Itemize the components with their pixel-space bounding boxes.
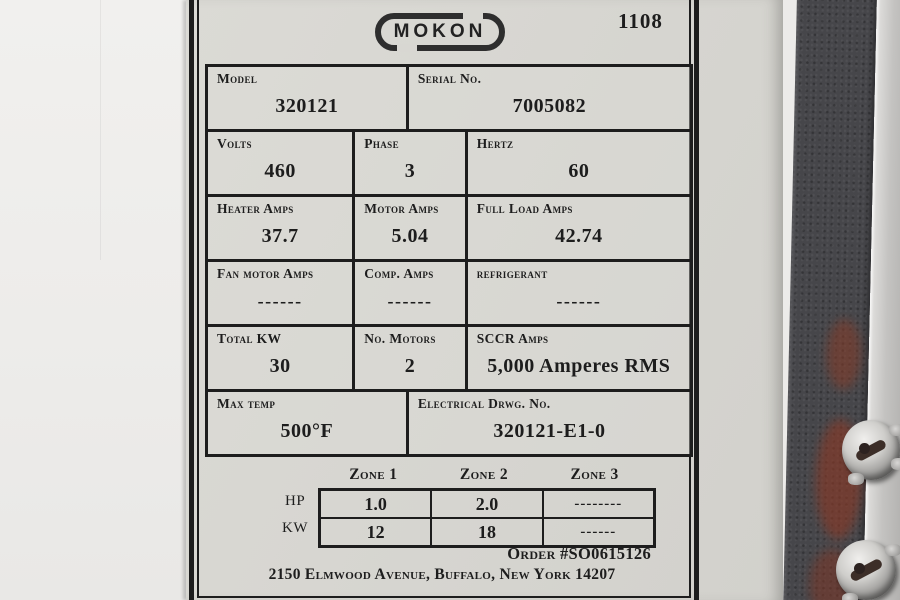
field-value: 320121-E1-0 [493, 419, 606, 442]
spec-cell-full-load-amps [465, 197, 690, 259]
field-value: 37.7 [261, 224, 299, 247]
screw-lug [848, 473, 864, 485]
field-value: 42.74 [555, 224, 603, 247]
logo-outline-gap [397, 44, 417, 52]
field-label: Hertz [476, 136, 514, 151]
brand-name: MOKON [393, 21, 487, 42]
field-value: ------ [387, 290, 433, 311]
field-value: 2 [404, 354, 416, 377]
spec-cell-volts [208, 132, 352, 194]
spec-row [208, 389, 690, 454]
spec-row [208, 194, 690, 259]
logo-outline-gap [463, 12, 483, 20]
cabinet-panel [0, 0, 186, 600]
field-value: 5,000 Amperes RMS [487, 354, 671, 377]
spec-row [208, 324, 690, 389]
field-label: Heater Amps [217, 201, 294, 216]
door-edge-assembly [780, 0, 900, 600]
field-label: SCCR Amps [476, 331, 549, 346]
spec-cell-comp-amps [352, 262, 464, 324]
spec-cell-hertz [465, 132, 690, 194]
field-label: Total KW [217, 331, 282, 346]
mokon-logo [375, 13, 505, 51]
spec-cell-serial-no [406, 67, 690, 129]
spec-cell-refrigerant [465, 262, 690, 324]
spec-cell-max-temp [208, 392, 406, 454]
field-label: Model [217, 71, 258, 86]
field-value: 5.04 [391, 224, 429, 247]
screw-lug [889, 424, 900, 436]
field-value: ------ [257, 290, 303, 311]
field-label: Volts [217, 136, 252, 151]
screw-fastener [836, 540, 896, 600]
zone-table [318, 488, 656, 548]
screw-fastener [842, 420, 900, 480]
panel-seam [100, 0, 101, 260]
field-value: 30 [269, 354, 291, 377]
spec-cell-fan-motor-amps [208, 262, 352, 324]
zone-table-headers [318, 466, 650, 484]
zone-value: 2.0 [430, 491, 541, 517]
field-value: 7005082 [512, 94, 587, 117]
zone-column-header: Zone 1 [349, 466, 398, 483]
field-value: 460 [264, 159, 296, 182]
spec-cell-phase [352, 132, 464, 194]
spec-cell-electrical-drwg-no [406, 392, 690, 454]
spec-cell-no-motors [352, 327, 464, 389]
spec-cell-sccr-amps [465, 327, 690, 389]
spec-row [208, 129, 690, 194]
zone-value: 18 [430, 519, 541, 545]
nameplate-label [186, 0, 783, 600]
zone-row [321, 517, 653, 545]
order-number: Order #SO0615126 [507, 544, 651, 563]
zone-value: ------ [542, 519, 653, 545]
manufacturer-address: 2150 Elmwood Avenue, Buffalo, New York 14207 [268, 566, 616, 583]
spec-cell-total-kw [208, 327, 352, 389]
field-label: Electrical Drwg. No. [417, 396, 551, 411]
spec-cell-model [208, 67, 406, 129]
spec-row [208, 67, 690, 129]
field-label: Phase [364, 136, 399, 151]
zone-row-label: KW [282, 520, 308, 536]
screw-lug [891, 458, 900, 470]
field-value: 320121 [275, 94, 339, 117]
rust-stain [826, 319, 862, 390]
screw-lug [842, 593, 858, 600]
field-label: Fan motor Amps [217, 266, 314, 281]
spec-row [208, 259, 690, 324]
stamp-number: 1108 [618, 9, 663, 33]
zone-value: 12 [366, 521, 385, 542]
screw-lug [885, 544, 900, 556]
zone-row [321, 491, 653, 517]
spec-cell-heater-amps [208, 197, 352, 259]
field-value: ------ [556, 290, 602, 311]
zone-column-header: Zone 2 [459, 466, 509, 483]
field-value: 500°F [280, 419, 334, 442]
spec-cell-motor-amps [352, 197, 464, 259]
field-value: 3 [404, 159, 416, 182]
zone-row-label: HP [285, 493, 306, 509]
foam-gasket-strip [783, 0, 877, 600]
field-label: Max temp [217, 396, 276, 411]
spec-table [205, 64, 693, 457]
field-label: No. Motors [364, 331, 436, 346]
zone-value: -------- [542, 491, 653, 517]
field-label: refrigerant [476, 266, 548, 281]
field-value: 60 [568, 159, 590, 182]
zone-column-header: Zone 3 [570, 466, 619, 483]
field-label: Comp. Amps [364, 266, 434, 281]
field-label: Motor Amps [364, 201, 439, 216]
field-label: Serial No. [417, 71, 482, 86]
zone-value: 1.0 [364, 493, 387, 514]
field-label: Full Load Amps [476, 201, 573, 216]
